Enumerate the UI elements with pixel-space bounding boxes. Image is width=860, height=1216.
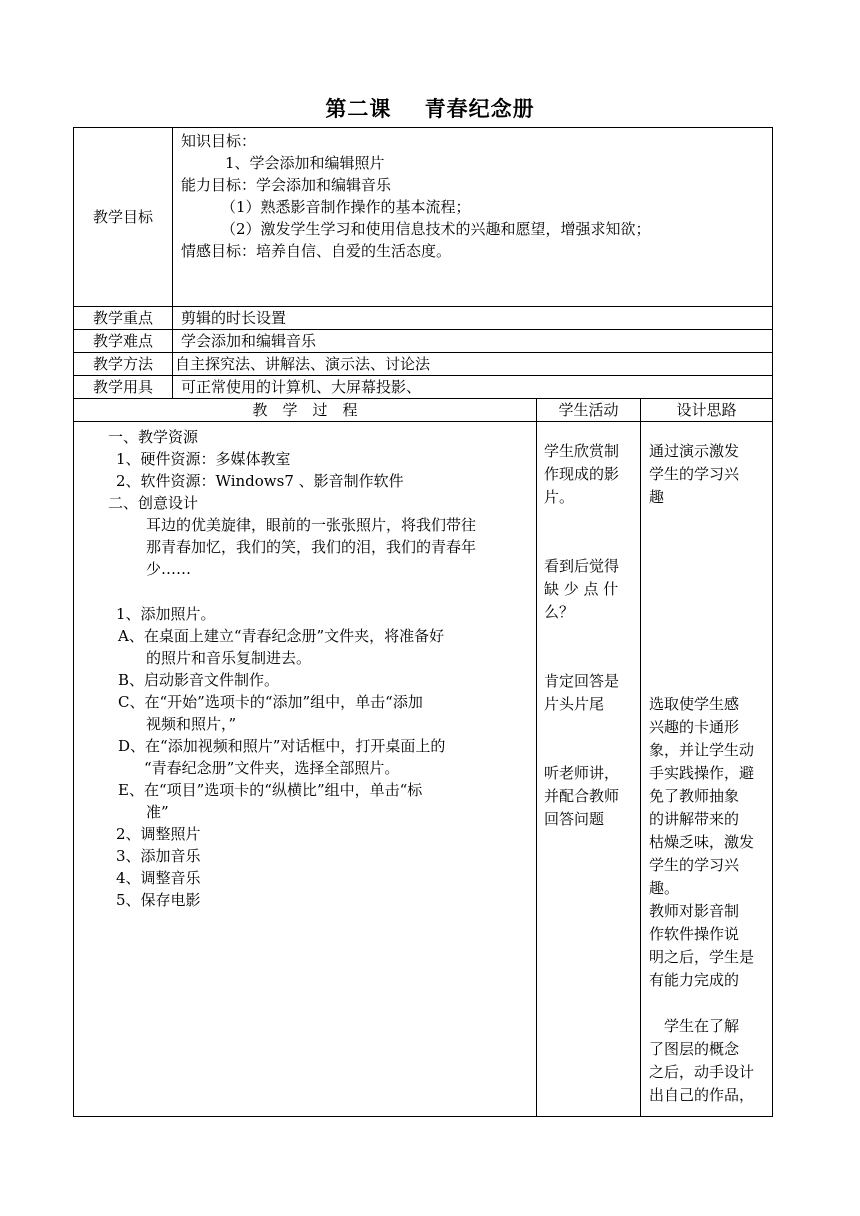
process-line: 二、创意设计	[108, 494, 199, 512]
goal-line: （1）熟悉影音制作操作的基本流程；	[221, 198, 471, 216]
design-line: 枯燥乏味，激发	[649, 833, 755, 851]
design-line: 通过演示激发	[649, 442, 740, 460]
design-line: 趣	[649, 488, 665, 506]
goal-line: （2）激发学生学习和使用信息技术的兴趣和愿望，增强求知欲；	[221, 220, 651, 238]
process-line: D、在“添加视频和照片”对话框中，打开桌面上的	[118, 737, 446, 755]
process-content	[74, 422, 537, 1117]
row-value: 学会添加和编辑音乐	[173, 330, 773, 353]
process-line: 视频和照片，”	[146, 715, 237, 733]
key-point-row	[74, 307, 773, 330]
activity-content	[537, 422, 641, 1117]
goals-label: 教学目标	[74, 128, 173, 307]
lesson-name: 青春纪念册	[424, 96, 535, 121]
goals-row	[74, 128, 773, 307]
row-label: 教学用具	[74, 376, 173, 399]
activity-line: 听老师讲，	[544, 764, 620, 782]
activity-line: 学生欣赏制	[544, 442, 620, 460]
tools-row	[74, 376, 773, 399]
method-row	[74, 353, 773, 376]
activity-line: 看到后觉得	[544, 557, 620, 575]
row-value: 自主探究法、讲解法、演示法、讨论法	[173, 353, 773, 376]
activity-header: 学生活动	[537, 399, 641, 422]
row-label: 教学难点	[74, 330, 173, 353]
goals-content	[173, 128, 773, 307]
process-line: 一、教学资源	[108, 428, 199, 446]
activity-line: 片。	[544, 488, 575, 506]
lesson-plan-table	[73, 127, 773, 1117]
design-line: 趣。	[649, 879, 680, 897]
design-line: 兴趣的卡通形	[649, 718, 740, 736]
process-line: E、在“项目”选项卡的“纵横比”组中，单击“标	[118, 781, 423, 799]
activity-line: 作现成的影	[544, 465, 620, 483]
process-line: A、在桌面上建立“青春纪念册”文件夹，将准备好	[118, 627, 445, 645]
content-row	[74, 422, 773, 1117]
process-line: B、启动影音文件制作。	[118, 671, 280, 689]
design-line: 了图层的概念	[649, 1040, 740, 1058]
design-line: 学生在了解	[649, 1017, 740, 1035]
design-line: 免了教师抽象	[649, 787, 740, 805]
process-line: 耳边的优美旋律，眼前的一张张照片，将我们带往	[146, 516, 477, 534]
goal-line: 1、学会添加和编辑照片	[225, 154, 385, 172]
design-line: 象，并让学生动	[649, 741, 755, 759]
process-line: 4、调整音乐	[116, 869, 201, 887]
design-line: 手实践操作，避	[649, 764, 755, 782]
activity-line: 缺 少 点 什	[544, 580, 619, 598]
design-line: 教师对影音制	[649, 902, 740, 920]
page-title	[0, 93, 860, 123]
goal-line: 能力目标：学会添加和编辑音乐	[181, 176, 392, 194]
design-line: 之后，动手设计	[649, 1063, 755, 1081]
process-line: 1、添加照片。	[116, 605, 216, 623]
lesson-number: 第二课	[325, 96, 392, 121]
design-line: 作软件操作说	[649, 925, 740, 943]
design-line: 明之后，学生是	[649, 948, 755, 966]
process-line: 的照片和音乐复制进去。	[146, 649, 312, 667]
design-line: 学生的学习兴	[649, 856, 740, 874]
row-label: 教学方法	[74, 353, 173, 376]
design-line: 选取使学生感	[649, 695, 740, 713]
process-line: 2、软件资源：Windows7 、影音制作软件	[116, 472, 404, 490]
row-value: 可正常使用的计算机、大屏幕投影、	[173, 376, 773, 399]
process-line: C、在“开始”选项卡的“添加”组中，单击“添加	[118, 693, 423, 711]
process-line: 2、调整照片	[116, 825, 201, 843]
process-line: 3、添加音乐	[116, 847, 201, 865]
goal-line: 知识目标：	[181, 132, 257, 150]
row-value: 剪辑的时长设置	[173, 307, 773, 330]
process-line: “青春纪念册”文件夹，选择全部照片。	[144, 759, 400, 777]
design-line: 的讲解带来的	[649, 810, 740, 828]
design-line: 学生的学习兴	[649, 465, 740, 483]
column-header-row	[74, 399, 773, 422]
goal-line: 情感目标：培养自信、自爱的生活态度。	[181, 242, 452, 260]
process-line: 少……	[146, 560, 192, 578]
process-header: 教 学 过 程	[74, 399, 537, 422]
process-line: 1、硬件资源：多媒体教室	[116, 450, 291, 468]
activity-line: 片头片尾	[544, 695, 605, 713]
activity-line: 肯定回答是	[544, 672, 620, 690]
activity-line: 并配合教师	[544, 787, 620, 805]
activity-line: 回答问题	[544, 810, 605, 828]
design-header: 设计思路	[641, 399, 773, 422]
process-line: 那青春加忆，我们的笑，我们的泪，我们的青春年	[146, 538, 477, 556]
process-line: 准”	[146, 803, 169, 821]
design-line: 有能力完成的	[649, 971, 740, 989]
design-content	[641, 422, 773, 1117]
process-line: 5、保存电影	[116, 891, 201, 909]
activity-line: 么？	[544, 603, 575, 621]
row-label: 教学重点	[74, 307, 173, 330]
design-line: 出自己的作品，	[649, 1086, 755, 1104]
difficulty-row	[74, 330, 773, 353]
